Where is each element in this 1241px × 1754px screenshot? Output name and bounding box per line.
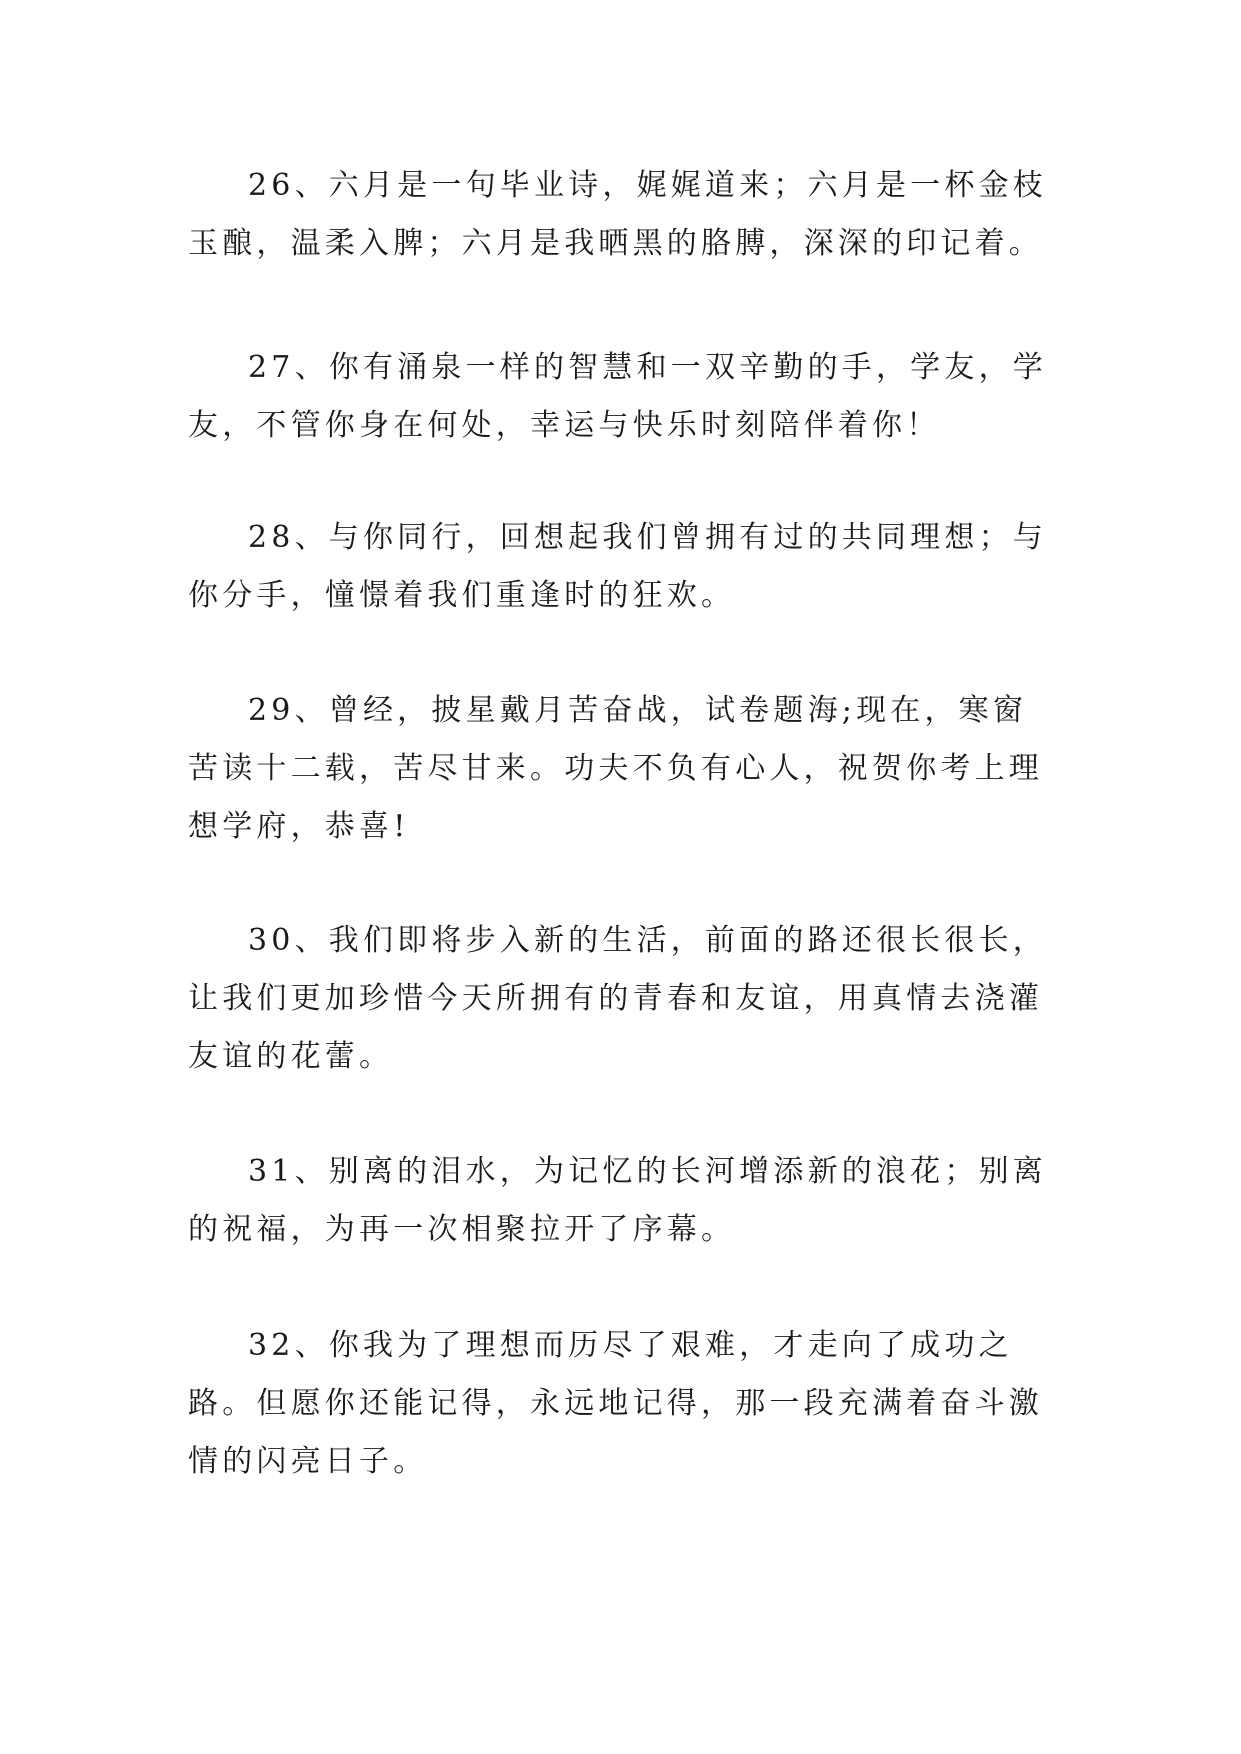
paragraph-30: 30、我们即将步入新的生活，前面的路还很长很长，让我们更加珍惜今天所拥有的青春和友谊，用真情去浇灌友谊的花蕾。 (188, 923, 1047, 1074)
paragraph-26: 26、六月是一句毕业诗，娓娓道来；六月是一杯金枝玉酿，温柔入脾；六月是我晒黑的胳膊，深深的印记着。 (188, 168, 1047, 261)
paragraph-27: 27、你有涌泉一样的智慧和一双辛勤的手，学友，学友，不管你身在何处，幸运与快乐时刻陪伴着你！ (188, 350, 1047, 443)
paragraph-31: 31、别离的泪水，为记忆的长河增添新的浪花；别离的祝福，为再一次相聚拉开了序幕。 (188, 1154, 1047, 1247)
paragraph-28: 28、与你同行，回想起我们曾拥有过的共同理想；与你分手，憧憬着我们重逢时的狂欢。 (188, 520, 1047, 613)
paragraph-29: 29、曾经，披星戴月苦奋战，试卷题海;现在，寒窗苦读十二载，苦尽甘来。功夫不负有心人，祝贺你考上理想学府，恭喜! (188, 693, 1043, 844)
paragraph-32: 32、你我为了理想而历尽了艰难，才走向了成功之路。但愿你还能记得，永远地记得，那一段充满着奋斗激情的闪亮日子。 (188, 1328, 1043, 1479)
